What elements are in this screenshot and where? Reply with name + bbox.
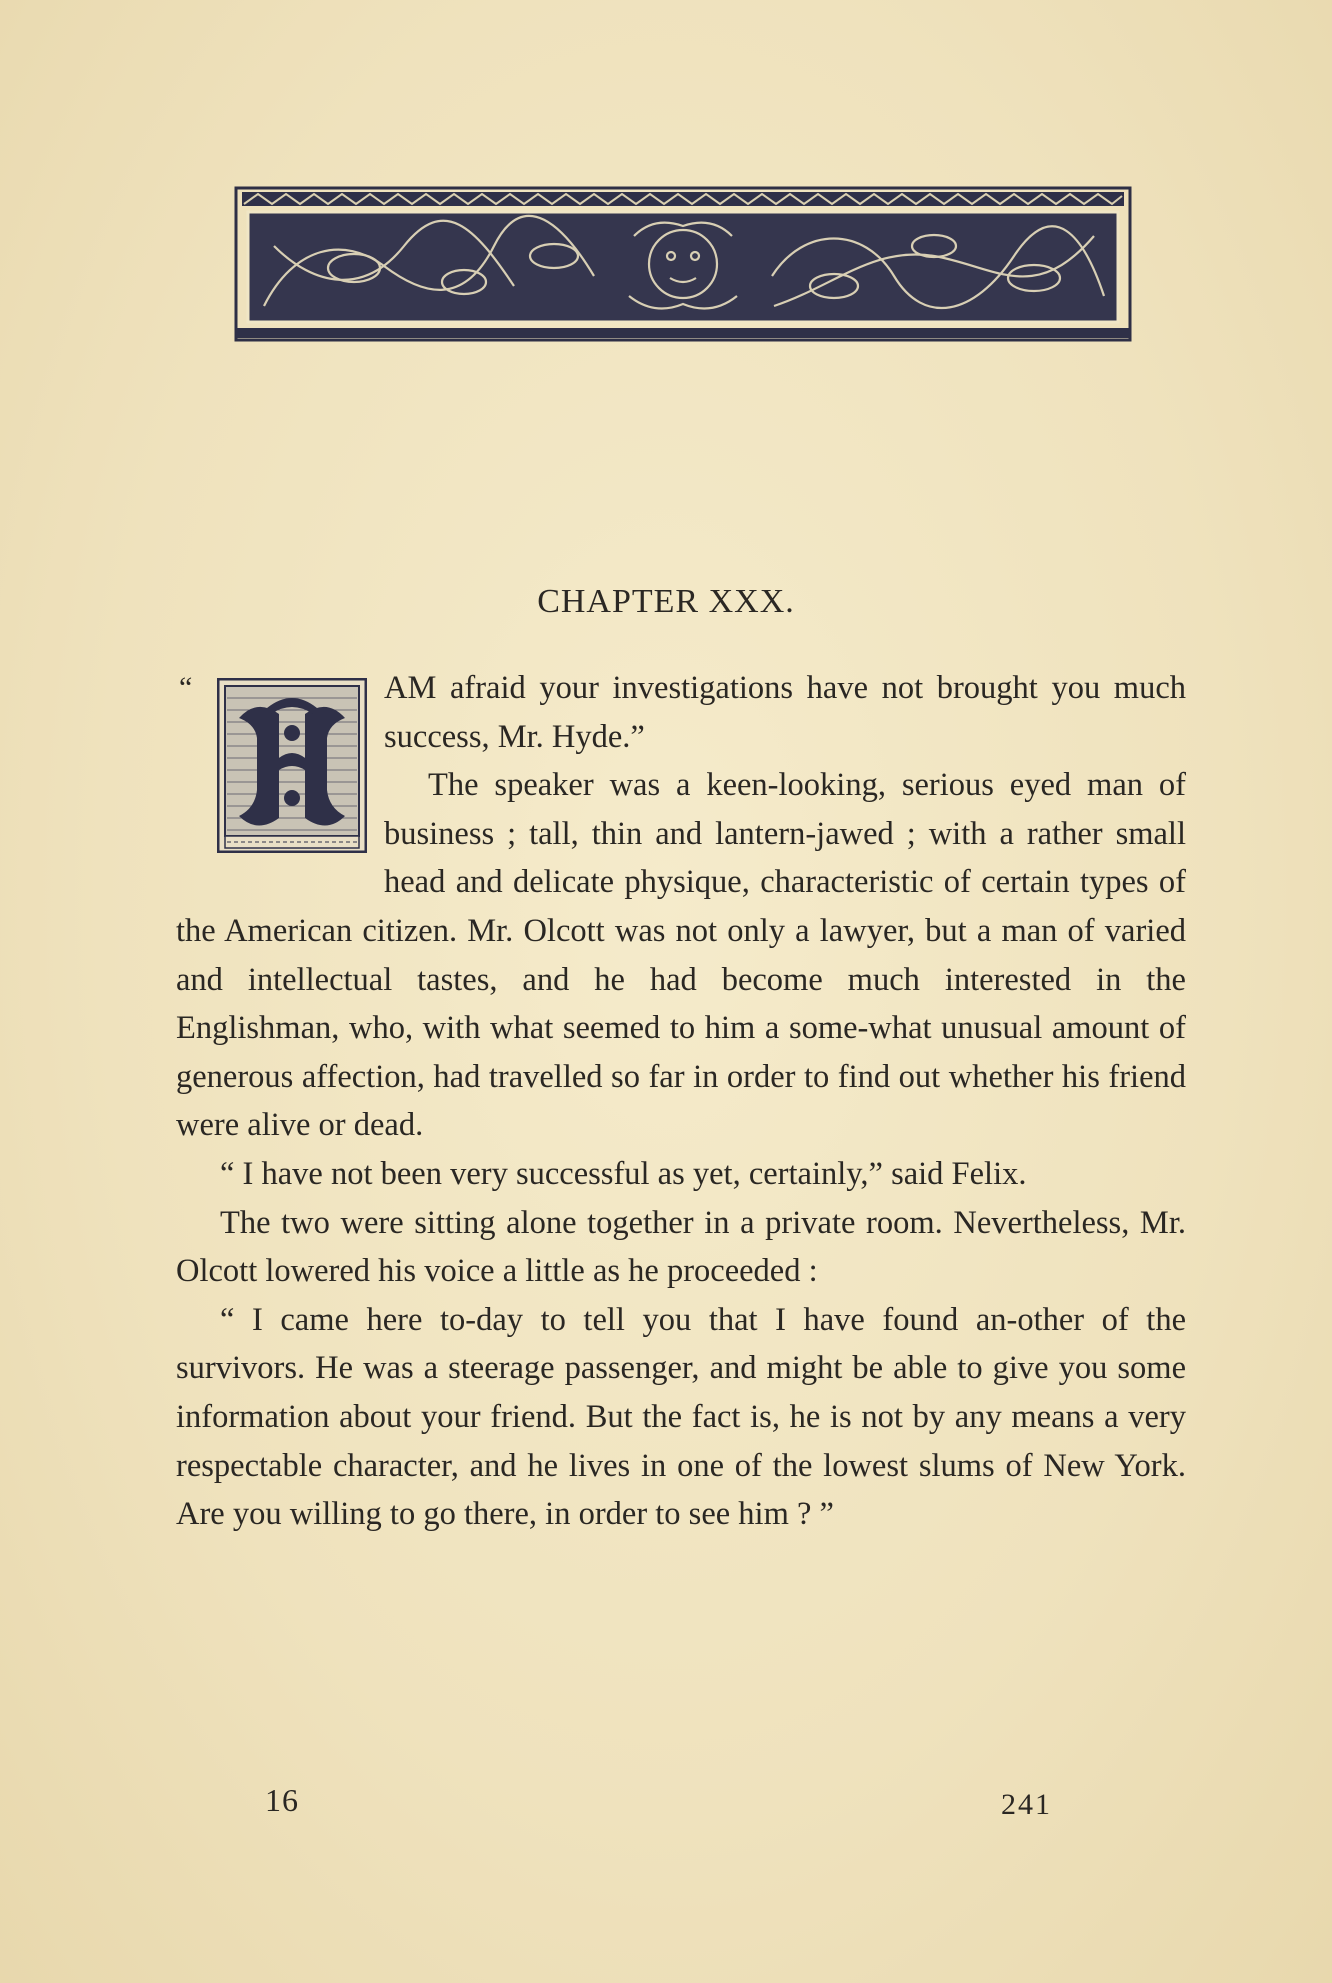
paragraph-5: “ I came here to-day to tell you that I have found an-other of the survivors. He was a steerage passenger, and might be able to give you some information about your friend. But the fact is, he is not by any means a very respectable character, and he lives in one of the lowest slums of New York. Are you willing to go there, in order to see him ? ” <box>176 1301 1186 1533</box>
drop-cap-area <box>176 670 384 866</box>
open-quote: “ <box>179 671 193 704</box>
ornamental-initial-icon <box>217 678 367 853</box>
paragraph-2: The speaker was a keen-looking, serious eyed man of business ; tall, thin and lantern-jawed ; with a rather small head and delicate physique, characteristic of certain types of the American citizen. Mr. Olcott was not only a lawyer, but a man of varied and intellectual tastes, and he had become much interested in the Englishman, who, with what seemed to him a some-what unusual amount of generous affection, had travelled so far in order to find out whether his friend were alive or dead. <box>176 767 1186 1144</box>
paragraph-3: “ I have not been very successful as yet, certainly,” said Felix. <box>220 1155 1027 1192</box>
body-text <box>176 664 1186 1539</box>
chapter-title: CHAPTER XXX. <box>537 583 795 620</box>
page-number: 241 <box>1001 1788 1052 1821</box>
paragraph-1: AM afraid your investigations have not brought you much success, Mr. Hyde.” <box>384 670 1186 755</box>
paragraph-4: The two were sitting alone together in a private room. Nevertheless, Mr. Olcott lowered his voice a little as he proceeded : <box>176 1204 1186 1290</box>
ornamental-headpiece <box>234 186 1132 344</box>
signature-mark: 16 <box>265 1782 299 1818</box>
